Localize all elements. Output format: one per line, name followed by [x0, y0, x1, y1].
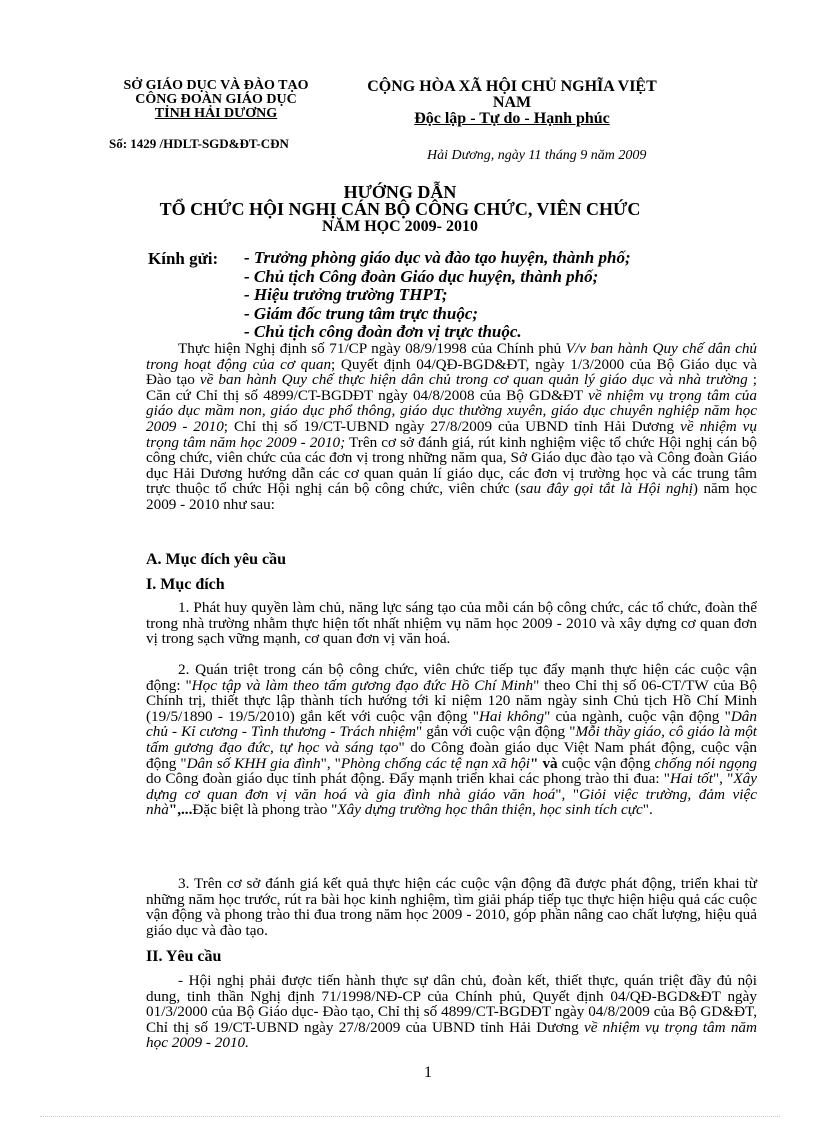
- requirements-paragraph-1: [146, 973, 757, 1051]
- intro-text-italic: về nhiệm vụ trọng tâm năm học 2009 - 2010;: [146, 417, 758, 451]
- national-motto: Độc lập - Tự do - Hạnh phúc: [414, 110, 610, 127]
- org-line-2: CÔNG ĐOÀN GIÁO DỤC: [135, 92, 297, 107]
- para-text-italic: Học tập và làm theo tấm gương đạo đức Hồ Chí Minh: [191, 676, 534, 694]
- intro-text-italic: về ban hành Quy chế thực hiện dân chủ trong cơ quan quản lý giáo dục và nhà trường: [199, 371, 748, 389]
- section-1-heading: I. Mục đích: [146, 576, 225, 593]
- para-text-italic: Hai không: [478, 707, 545, 725]
- document-title: [120, 184, 680, 235]
- para-text-italic: Phòng chống các tệ nạn xã hội: [340, 754, 531, 772]
- country-name: CỘNG HÒA XÃ HỘI CHỦ NGHĨA VIỆT NAM: [367, 78, 657, 111]
- recipient-item: - Giám đốc trung tâm trực thuộc;: [244, 303, 479, 323]
- org-line-3: TỈNH HẢI DƯƠNG: [154, 106, 278, 121]
- purpose-paragraph-3: 3. Trên cơ sở đánh giá kết quả thực hiện các cuộc vận động đã được phát động, triển khai từ những năm học trước, rút ra bài học kinh nghiệm, tìm giải pháp tiếp tục thực hiện hiệu quả các cuộc vận động và phong trào thi đua trong năm học 2009 - 2010, góp phần nâng cao chất lượng, hiệu quả giáo dục và đào tạo.: [146, 875, 757, 939]
- para-text: " theo Chỉ thị số 06-CT/TW của Bộ Chính trị, thiết thực lập thành tích hướng tới kỉ niệm 120 năm ngày sinh Chủ tịch Hồ Chí Minh (19/5/1890 - 19/5/2010) gắn kết với cuộc vận động ": [146, 676, 758, 725]
- intro-text: Thực hiện Nghị định số 71/CP ngày 08/9/1998 của Chính phủ: [178, 340, 566, 357]
- recipient-item: - Chủ tịch công đoàn đơn vị trực thuộc.: [244, 322, 522, 341]
- para-text: Đặc biệt là phong trào ": [192, 801, 338, 819]
- intro-text: ; Căn cứ Chỉ thị số 4899/CT-BGDĐT ngày 04/8/2008 của Bộ GD&ĐT: [146, 371, 757, 404]
- para-text: cuộc vận động: [557, 754, 655, 772]
- org-line-1: SỞ GIÁO DỤC VÀ ĐÀO TẠO: [123, 78, 309, 93]
- para-text: do Công đoàn giáo dục tỉnh phát động. Đẩy mạnh triển khai các phong trào thi đua: ": [146, 770, 670, 788]
- intro-paragraph: [146, 341, 757, 513]
- para-text: 2. Quán triệt trong cán bộ công chức, viên chức tiếp tục đẩy mạnh thực hiện các cuộc vận động: ": [146, 661, 757, 694]
- title-line-1: HƯỚNG DẪN: [343, 182, 457, 202]
- para-text-bold: ",...: [168, 801, 193, 819]
- intro-text-italic: sau đây gọi tắt là Hội nghị: [520, 480, 693, 498]
- para-text-italic: Dân số KHH gia đình: [186, 754, 321, 772]
- page-number: 1: [424, 1064, 432, 1081]
- para-text: ", ": [555, 785, 580, 803]
- section-2-heading: II. Yêu cầu: [146, 948, 222, 965]
- section-a-heading: A. Mục đích yêu cầu: [146, 551, 286, 568]
- document-number: Số: 1429 /HDLT-SGD&ĐT-CĐN: [109, 136, 289, 151]
- purpose-paragraph-2: [146, 662, 757, 818]
- recipient-item: - Chủ tịch Công đoàn Giáo dục huyện, thành phố;: [244, 266, 599, 286]
- para-text: " gắn với cuộc vận động ": [415, 723, 576, 741]
- para-text: " của ngành, cuộc vận động ": [544, 707, 731, 725]
- recipients-list: [244, 249, 631, 342]
- date-line: Hải Dương, ngày 11 tháng 9 năm 2009: [427, 148, 647, 163]
- issuing-organization: [96, 79, 336, 121]
- para-text-italic: Xây dựng cơ quan đơn vị văn hoá và gia đình nhà giáo văn hoá: [146, 770, 757, 803]
- para-text-italic: về nhiệm vụ trọng tâm năm học 2009 - 2010.: [146, 1018, 757, 1052]
- para-text: ", ": [712, 770, 734, 788]
- para-text-italic: Hai tốt: [669, 770, 713, 788]
- intro-text: ; Quyết định 04/QĐ-BGD&ĐT, ngày 1/3/2000 của Bộ Giáo dục và Đào tạo: [146, 355, 758, 389]
- national-header: [352, 79, 672, 127]
- para-text: ", ": [320, 754, 341, 772]
- para-text-italic: Xây dựng trường học thân thiện, học sinh tích cực: [337, 801, 643, 819]
- intro-text-italic: V/v ban hành Quy chế dân chủ trong hoạt động của cơ quan: [146, 340, 758, 373]
- recipient-item: - Trưởng phòng giáo dục và đào tạo huyện, thành phố;: [244, 248, 631, 267]
- intro-text: ) năm học 2009 - 2010 như sau:: [146, 480, 758, 513]
- para-text-italic: Dân chủ - Kỉ cương - Tình thương - Trách nhiệm: [146, 707, 757, 741]
- para-text: ".: [642, 801, 653, 819]
- purpose-paragraph-1: 1. Phát huy quyền làm chủ, năng lực sáng tạo của mỗi cán bộ công chức, các tổ chức, đoàn thể trong nhà trường nhằm thực hiện tốt nhất nhiệm vụ năm học 2009 - 2010 và xây dựng cơ quan đơn vị trong sạch vững mạnh, cơ quan đơn vị văn hoá.: [146, 599, 757, 648]
- page-bottom-divider: [40, 1116, 780, 1117]
- title-line-3: NĂM HỌC 2009- 2010: [322, 218, 478, 235]
- intro-text-italic: về nhiệm vụ trọng tâm của giáo dục mầm non, giáo dục phổ thông, giáo dục thường xuyên, giáo dục chuyên nghiệp năm học 2009 - 2010: [146, 386, 757, 435]
- recipients-label: Kính gửi:: [148, 249, 219, 268]
- title-line-2: TỔ CHỨC HỘI NGHỊ CÁN BỘ CÔNG CHỨC, VIÊN CHỨC: [159, 199, 641, 219]
- para-text: " do Công đoàn giáo dục Việt Nam phát động, cuộc vận động ": [146, 738, 757, 772]
- recipient-item: - Hiệu trưởng trường THPT;: [244, 285, 448, 304]
- intro-text: Trên cơ sở đánh giá, rút kinh nghiệm việc tổ chức Hội nghị cán bộ công chức, viên chức của các đơn vị trong những năm qua, Sở Giáo dục đào tạo và Công đoàn Giáo dục Hải Dương hướng dẫn các cơ quan quản lí giáo dục, các đơn vị trường học và các trung tâm trực thuộc tổ chức Hội nghị cán bộ công chức, viên chức (: [146, 433, 757, 498]
- para-text-bold: " và: [530, 754, 558, 772]
- para-text-italic: Giỏi việc trường, đảm việc nhà: [146, 785, 757, 819]
- para-text: - Hội nghị phải được tiến hành thực sự dân chủ, đoàn kết, thiết thực, quán triệt đầy đủ nội dung, tinh thần Nghị định 71/1998/NĐ-CP của Chính phủ, Quyết định 04/QĐ-BGD&ĐT ngày 01/3/2000 của Bộ Giáo dục- Đào tạo, Chỉ thị số 4899/CT-BGDĐT ngày 04/8/2009 của Bộ GD&ĐT, Chỉ thị số 19/CT-UBND ngày 27/8/2009 của UBND tỉnh Hải Dương: [146, 972, 757, 1036]
- para-text-italic: chống nói ngọng: [654, 754, 758, 772]
- intro-text: ; Chỉ thị số 19/CT-UBND ngày 27/8/2009 của UBND tỉnh Hải Dương: [223, 417, 681, 435]
- para-text-italic: Mỗi thầy giáo, cô giáo là một tấm gương đạo đức, tự học và sáng tạo: [146, 723, 758, 756]
